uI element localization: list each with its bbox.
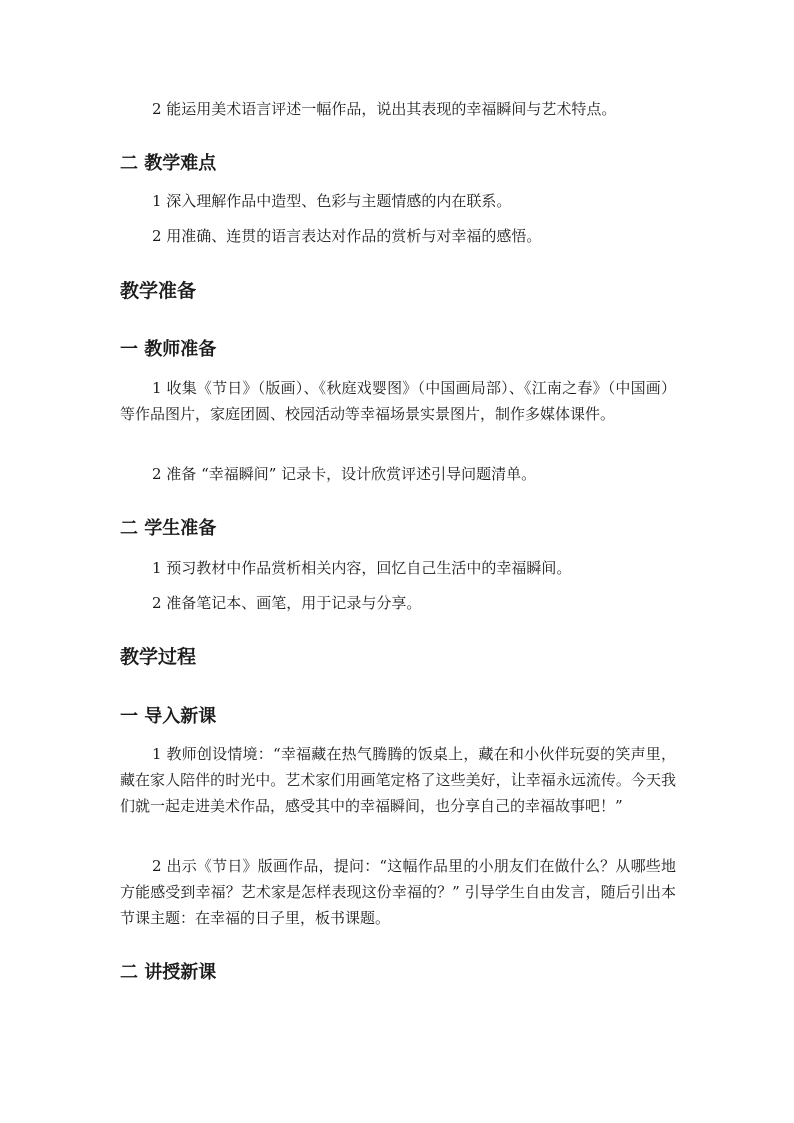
student-prep-item-2: 2 准备笔记本、画笔，用于记录与分享。 xyxy=(152,594,422,612)
intro-item-1: 1 教师创设情境：“幸福藏在热气腾腾的饭桌上，藏在和小伙伴玩耍的笑声里，藏在家人陪伴的时光中。艺术家们用画笔定格了这些美好，让幸福永远流传。今天我们就一起走进美术作品，感受其中的幸福瞬间，也分享自己的幸福故事吧！” xyxy=(120,745,676,815)
heading-teaching-preparation: 教学准备 xyxy=(120,280,197,302)
heading-teaching-process: 教学过程 xyxy=(120,646,197,668)
heading-teaching-difficulty: 二 教学难点 xyxy=(120,153,217,174)
goal-item-2: 2 能运用美术语言评述一幅作品，说出其表现的幸福瞬间与艺术特点。 xyxy=(152,100,617,118)
heading-student-preparation: 二 学生准备 xyxy=(120,518,217,539)
difficulty-item-1: 1 深入理解作品中造型、色彩与主题情感的内在联系。 xyxy=(152,192,512,210)
difficulty-item-2: 2 用准确、连贯的语言表达对作品的赏析与对幸福的感悟。 xyxy=(152,227,542,245)
teacher-prep-item-1: 1 收集《节日》（版画）、《秋庭戏婴图》（中国画局部）、《江南之春》（中国画）等作品图片，家庭团圆、校园活动等幸福场景实景图片，制作多媒体课件。 xyxy=(120,379,676,423)
heading-teach-new-lesson: 二 讲授新课 xyxy=(120,962,217,983)
intro-item-2: 2 出示《节日》版画作品，提问：“这幅作品里的小朋友们在做什么？从哪些地方能感受到幸福？艺术家是怎样表现这份幸福的？” 引导学生自由发言，随后引出本节课主题：在幸福的日子里，板书课题。 xyxy=(120,857,676,927)
student-prep-item-1: 1 预习教材中作品赏析相关内容，回忆自己生活中的幸福瞬间。 xyxy=(152,559,572,577)
heading-introduce-new-lesson: 一 导入新课 xyxy=(120,706,217,727)
teacher-prep-item-2: 2 准备 “幸福瞬间” 记录卡，设计欣赏评述引导问题清单。 xyxy=(152,465,537,483)
heading-teacher-preparation: 一 教师准备 xyxy=(120,339,217,360)
